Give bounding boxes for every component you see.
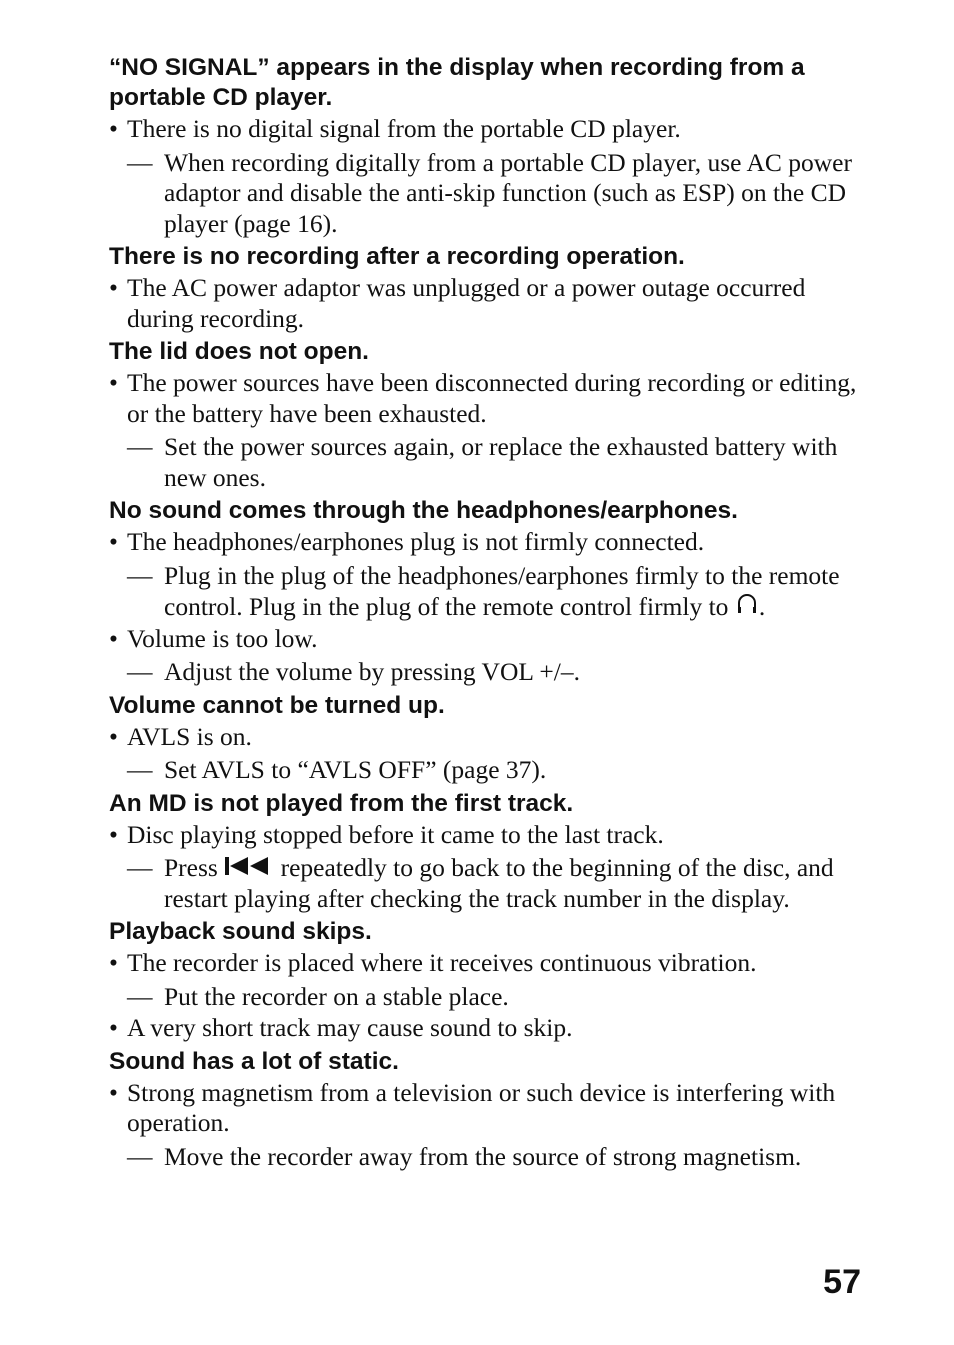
- remedy-item: [109, 982, 859, 1013]
- page-number: 57: [823, 1263, 861, 1301]
- bullet-mark: •: [109, 368, 118, 397]
- remedy-text-suffix: .: [758, 592, 766, 621]
- bullet-text: Volume is too low.: [127, 623, 318, 653]
- section-heading: Volume cannot be turned up.: [109, 691, 445, 719]
- bullet-mark: •: [109, 819, 118, 849]
- remedy-text: When recording digitally from a portable CD player, use AC power adaptor and disable the anti-skip function (such as ESP) on the CD player (page 16).: [164, 147, 852, 238]
- section-heading: Sound has a lot of static.: [109, 1047, 399, 1075]
- bullet-mark: •: [109, 721, 118, 751]
- bullet-text: The power sources have been disconnected during recording or editing, or the battery have been exhausted.: [127, 368, 857, 428]
- remedy-item: [109, 853, 859, 914]
- bullet-text: The AC power adaptor was unplugged or a power outage occurred during recording.: [127, 273, 806, 333]
- bullet-mark: •: [109, 273, 118, 302]
- bullet-text: The headphones/earphones plug is not firmly connected.: [127, 527, 705, 556]
- remedy-text: Plug in the plug of the headphones/earphones firmly to the remote control. Plug in the plug of the remote control firmly to: [164, 560, 840, 621]
- bullet-item: [109, 1013, 859, 1044]
- bullet-item: [109, 114, 859, 145]
- remedy-item: [109, 1142, 859, 1173]
- remedy-text: Set the power sources again, or replace the exhausted battery with new ones.: [164, 432, 838, 492]
- section-heading: An MD is not played from the first track.: [109, 789, 574, 817]
- remedy-item: [109, 657, 859, 688]
- bullet-item: [109, 273, 859, 334]
- bullet-mark: •: [109, 948, 118, 977]
- dash-mark: —: [127, 147, 153, 177]
- dash-mark: —: [127, 853, 153, 882]
- bullet-text: AVLS is on.: [127, 721, 252, 751]
- dash-mark: —: [127, 432, 153, 461]
- bullet-text: There is no digital signal from the portable CD player.: [127, 114, 681, 143]
- bullet-item: [109, 722, 859, 753]
- remedy-text-suffix: repeatedly to go back to the beginning of the disc, and restart playing after checking the track number in the display.: [164, 853, 834, 913]
- dash-mark: —: [127, 755, 153, 784]
- remedy-text: Move the recorder away from the source of strong magnetism.: [164, 1141, 802, 1171]
- bullet-mark: •: [109, 1077, 118, 1107]
- troubleshooting-content: [109, 50, 859, 1172]
- remedy-text: Set AVLS to “AVLS OFF” (page 37).: [164, 755, 547, 784]
- bullet-item: [109, 1078, 859, 1139]
- remedy-item: [109, 561, 859, 623]
- bullet-mark: •: [109, 114, 118, 143]
- section-heading: “NO SIGNAL” appears in the display when recording from a portable CD player.: [109, 54, 805, 111]
- remedy-item: [109, 755, 859, 786]
- remedy-item: [109, 432, 859, 493]
- bullet-item: [109, 624, 859, 655]
- section-heading: No sound comes through the headphones/earphones.: [109, 497, 738, 524]
- dash-mark: —: [127, 657, 153, 686]
- dash-mark: —: [127, 981, 153, 1011]
- section-heading: Playback sound skips.: [109, 918, 372, 945]
- headphones-icon: [735, 591, 759, 623]
- remedy-text: Press: [164, 853, 225, 882]
- bullet-text: A very short track may cause sound to skip.: [127, 1013, 573, 1042]
- section-heading: There is no recording after a recording operation.: [109, 243, 685, 270]
- bullet-text: The recorder is placed where it receives continuous vibration.: [127, 948, 757, 977]
- bullet-text: Strong magnetism from a television or such device is interfering with operation.: [127, 1077, 836, 1137]
- bullet-mark: •: [109, 1013, 118, 1042]
- bullet-item: [109, 368, 859, 429]
- dash-mark: —: [127, 560, 153, 590]
- dash-mark: —: [127, 1141, 153, 1171]
- remedy-text: Adjust the volume by pressing VOL +/–.: [164, 657, 580, 686]
- section-heading: The lid does not open.: [109, 338, 369, 365]
- remedy-text: Put the recorder on a stable place.: [164, 981, 509, 1011]
- bullet-item: [109, 820, 859, 851]
- bullet-mark: •: [109, 527, 118, 556]
- bullet-item: [109, 527, 859, 558]
- skip-back-icon: [224, 853, 274, 884]
- bullet-item: [109, 948, 859, 979]
- bullet-mark: •: [109, 623, 118, 653]
- remedy-item: [109, 148, 859, 240]
- bullet-text: Disc playing stopped before it came to the last track.: [127, 819, 664, 849]
